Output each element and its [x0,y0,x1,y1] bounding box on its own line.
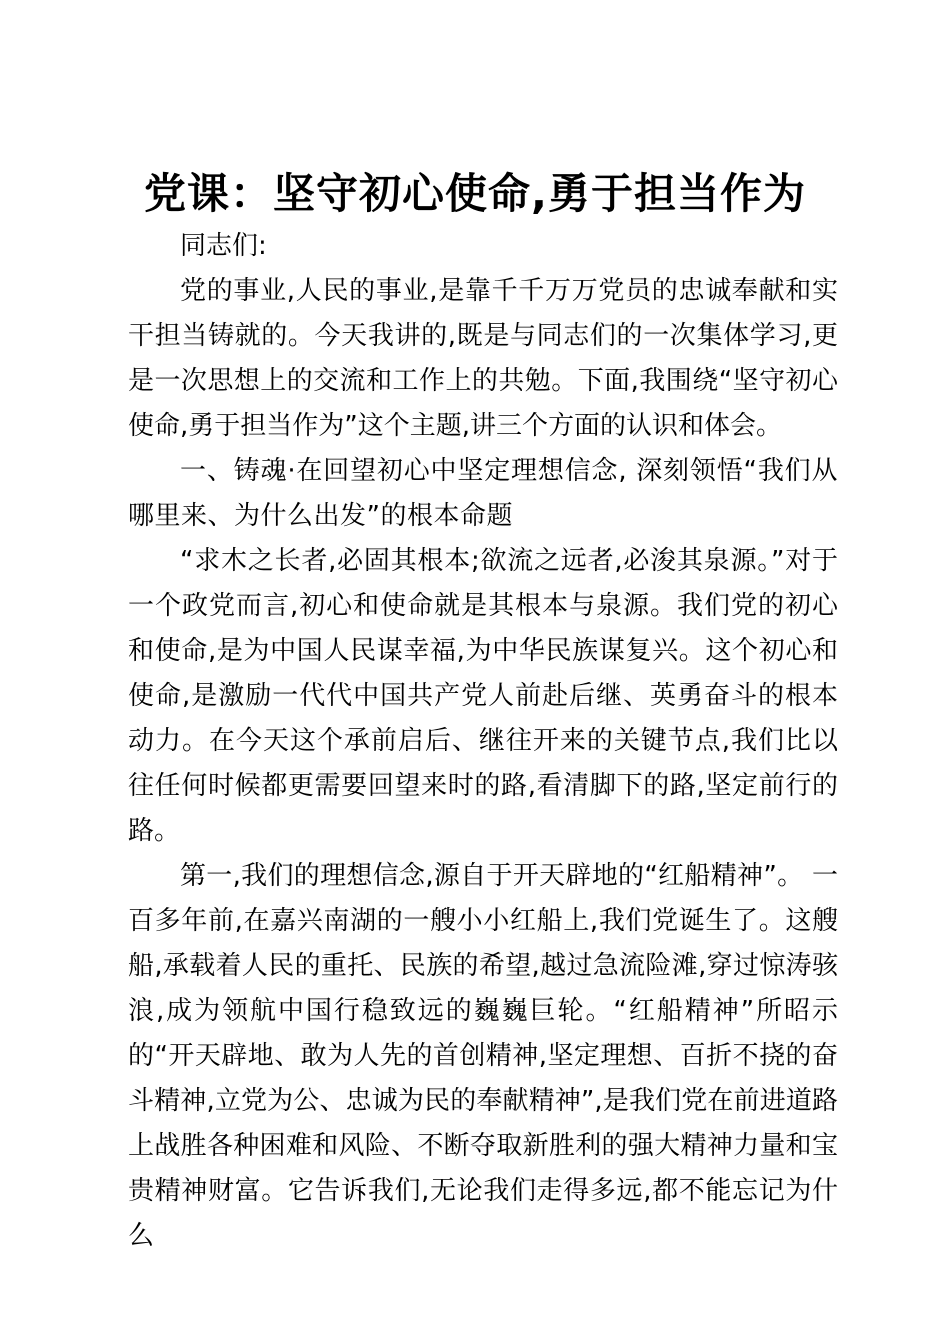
intro-paragraph: 党的事业,人民的事业,是靠千千万万党员的忠诚奉献和实干担当铸就的。今天我讲的,既是与同志们的一次集体学习,更是一次思想上的交流和工作上的共勉。下面,我围绕“坚守初心使命,勇于担当作为”这个主题,讲三个方面的认识和体会。 [128,276,838,441]
body-paragraph: 第一,我们的理想信念,源自于开天辟地的“红船精神”。 一百多年前,在嘉兴南湖的一艘小小红船上,我们党诞生了。这艘船,承载着人民的重托、民族的希望,越过急流险滩,穿过惊涛骇浪,成为领航中国行稳致远的巍巍巨轮。“红船精神”所昭示的“开天辟地、敢为人先的首创精神,坚定理想、百折不挠的奋斗精神,立党为公、忠诚为民的奉献精神”,是我们党在前进道路上战胜各种困难和风险、不断夺取新胜利的强大精神力量和宝贵精神财富。它告诉我们,无论我们走得多远,都不能忘记为什么 [128,861,838,1251]
salutation-paragraph: 同志们: [180,231,267,261]
section-heading: 一、铸魂·在回望初心中坚定理想信念, 深刻领悟“我们从哪里来、为什么出发”的根本命题 [128,456,838,531]
document-title: 党课：坚守初心使命,勇于担当作为 [144,169,806,218]
document-body [128,224,838,1259]
body-paragraph: “求木之长者,必固其根本;欲流之远者,必浚其泉源。”对于一个政党而言,初心和使命就是其根本与泉源。我们党的初心和使命,是为中国人民谋幸福,为中华民族谋复兴。这个初心和使命,是激励一代代中国共产党人前赴后继、英勇奋斗的根本动力。在今天这个承前启后、继往开来的关键节点,我们比以往任何时候都更需要回望来时的路,看清脚下的路,坚定前行的路。 [128,546,838,846]
